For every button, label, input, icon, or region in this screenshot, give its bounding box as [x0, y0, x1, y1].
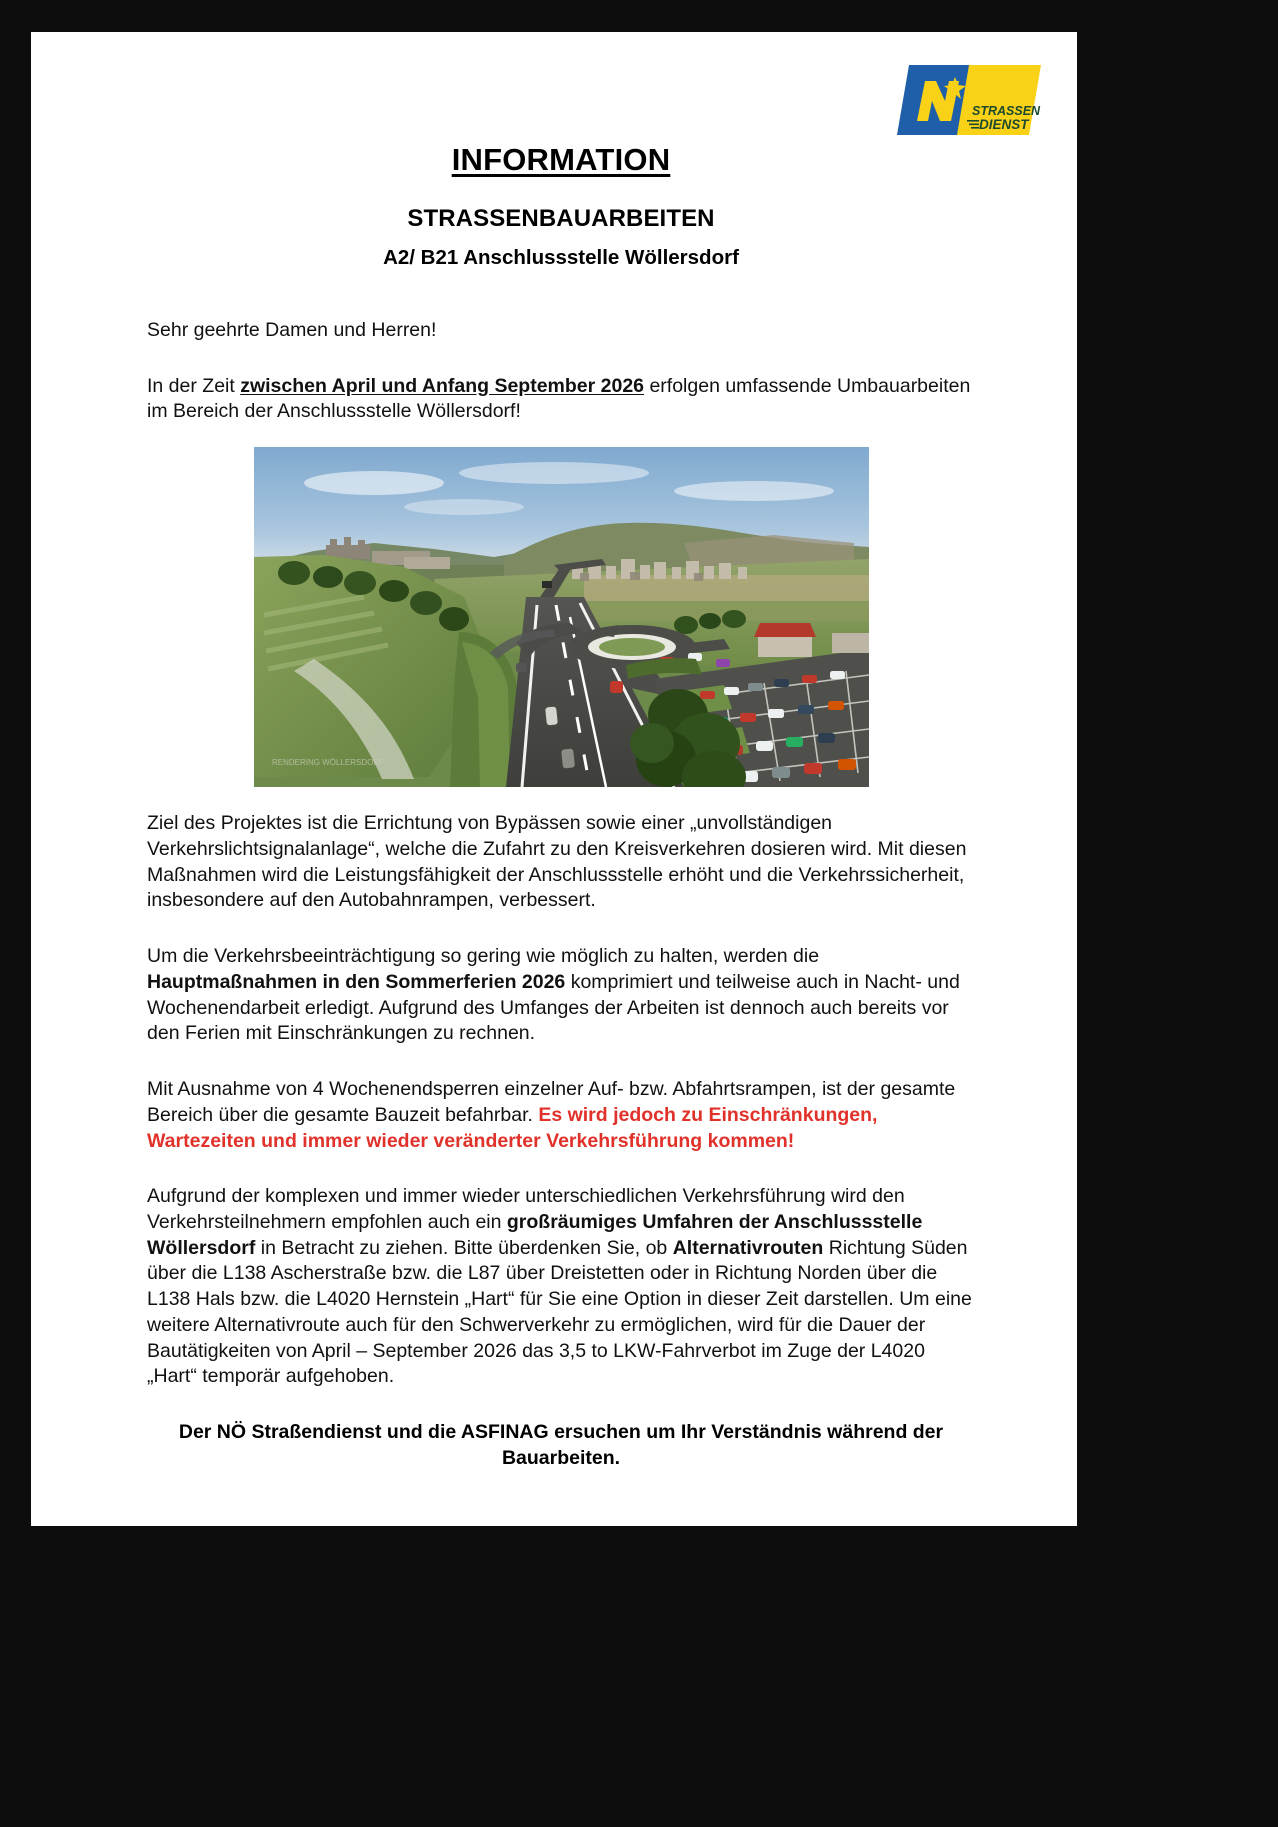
- spacer: [147, 1047, 975, 1077]
- road-interchange-rendering: [254, 447, 869, 787]
- spacer: [147, 270, 975, 318]
- vehicle: [542, 581, 552, 588]
- document-location-title: A2/ B21 Anschlussstelle Wöllersdorf: [383, 246, 739, 269]
- page-title: INFORMATION: [451, 142, 671, 177]
- paragraph-main-measures: [147, 944, 975, 1047]
- spacer: [147, 787, 975, 811]
- paragraph-timeframe-tail: erfolgen umfassende Umbauarbeiten im Bereich der Anschlussstelle Wöllersdorf!: [147, 374, 971, 423]
- spacer: [147, 914, 975, 944]
- noe-strassendienst-logo: [895, 59, 1041, 141]
- rendering-graphic: [254, 447, 869, 787]
- alt-routes-bold-bypass: großräumiges Umfahren der Anschlussstelle Wöllersdorf: [147, 1211, 923, 1259]
- alt-routes-bold-label: Alternativrouten: [672, 1236, 824, 1259]
- red-roof-building: [754, 623, 816, 657]
- logo-text-strassen: STRASSEN: [972, 104, 1041, 118]
- paragraph-project-goal: Ziel des Projektes ist die Errichtung von Bypässen sowie einer „unvollständigen Verkehrslichtsignalanlage“, welche die Zufahrt zu den Kreisverkehren dosieren wird. Mit diesen Maßnahmen wird die Leistungsfähigkeit der Anschlussstelle erhöht und die Verkehrssicherheit, insbesondere auf den Autobahnrampen, verbessert.: [147, 812, 967, 912]
- paragraph-main-measures-tail: komprimiert und teilweise auch in Nacht- und Wochenendarbeit erledigt. Aufgrund des Umfanges der Arbeiten ist dennoch auch bereits vor den Ferien mit Einschränkungen zu rechnen.: [147, 970, 960, 1045]
- alt-routes-part-3: Richtung Süden über die L138 Ascherstraße bzw. die L87 über Dreistetten oder in Richtung Norden über die L138 Hals bzw. die L4020 Hernstein „Hart“ für Sie eine Option in dieser Zeit darstellen. Um eine weitere Alternativroute auch für den Schwerverkehr zu ermöglichen, wird für die Dauer der Bautätigkeiten von April – September 2026 das 3,5 to LKW-Fahrverbot im Zuge der L4020 „Hart“ temporär aufgehoben.: [147, 1236, 972, 1388]
- alt-routes-part-1: Aufgrund der komplexen und immer wieder unterschiedlichen Verkehrsführung wird den Verkehrsteilnehmern empfohlen auch ein: [147, 1185, 905, 1234]
- hilltop-castle: [326, 537, 370, 559]
- paragraph-closures-warning: [147, 1077, 975, 1154]
- paragraph-closures-lead: Mit Ausnahme von 4 Wochenendsperren einzelner Auf- bzw. Abfahrtsrampen, ist der gesamte Bereich über die gesamte Bauzeit befahrbar.: [147, 1078, 956, 1126]
- closing-statement: Der NÖ Straßendienst und die ASFINAG ersuchen um Ihr Verständnis während der Bauarbeiten.: [178, 1421, 944, 1469]
- document-subtitle: STRASSENBAUARBEITEN: [407, 205, 715, 232]
- spacer: [147, 1154, 975, 1184]
- logo-graphic: [895, 59, 1041, 141]
- paragraph-main-measures-lead: Um die Verkehrsbeeinträchtigung so gering wie möglich zu halten, werden die: [147, 945, 820, 968]
- svg-text:RENDERING WÖLLERSDORF: RENDERING WÖLLERSDORF: [271, 758, 384, 768]
- paragraph-timeframe-lead: In der Zeit: [147, 374, 241, 397]
- warning-text: Es wird jedoch zu Einschränkungen, Wartezeiten und immer wieder veränderter Verkehrsführung kommen!: [147, 1103, 878, 1152]
- logo-text-dienst: DIENST: [979, 117, 1029, 132]
- salutation-text: Sehr geehrte Damen und Herren!: [147, 319, 437, 341]
- alt-routes-part-2: in Betracht zu ziehen. Bitte überdenken Sie, ob: [255, 1236, 673, 1259]
- document-page: [31, 32, 1077, 1526]
- paragraph-alternative-routes: [147, 1184, 975, 1390]
- spacer: [147, 1390, 975, 1420]
- paragraph-timeframe-emphasis: zwischen April und Anfang September 2026: [240, 374, 645, 397]
- spacer: [147, 344, 975, 374]
- paragraph-timeframe: [147, 374, 975, 425]
- document-content: [147, 142, 975, 1472]
- paragraph-main-measures-bold: Hauptmaßnahmen in den Sommerferien 2026: [147, 970, 566, 993]
